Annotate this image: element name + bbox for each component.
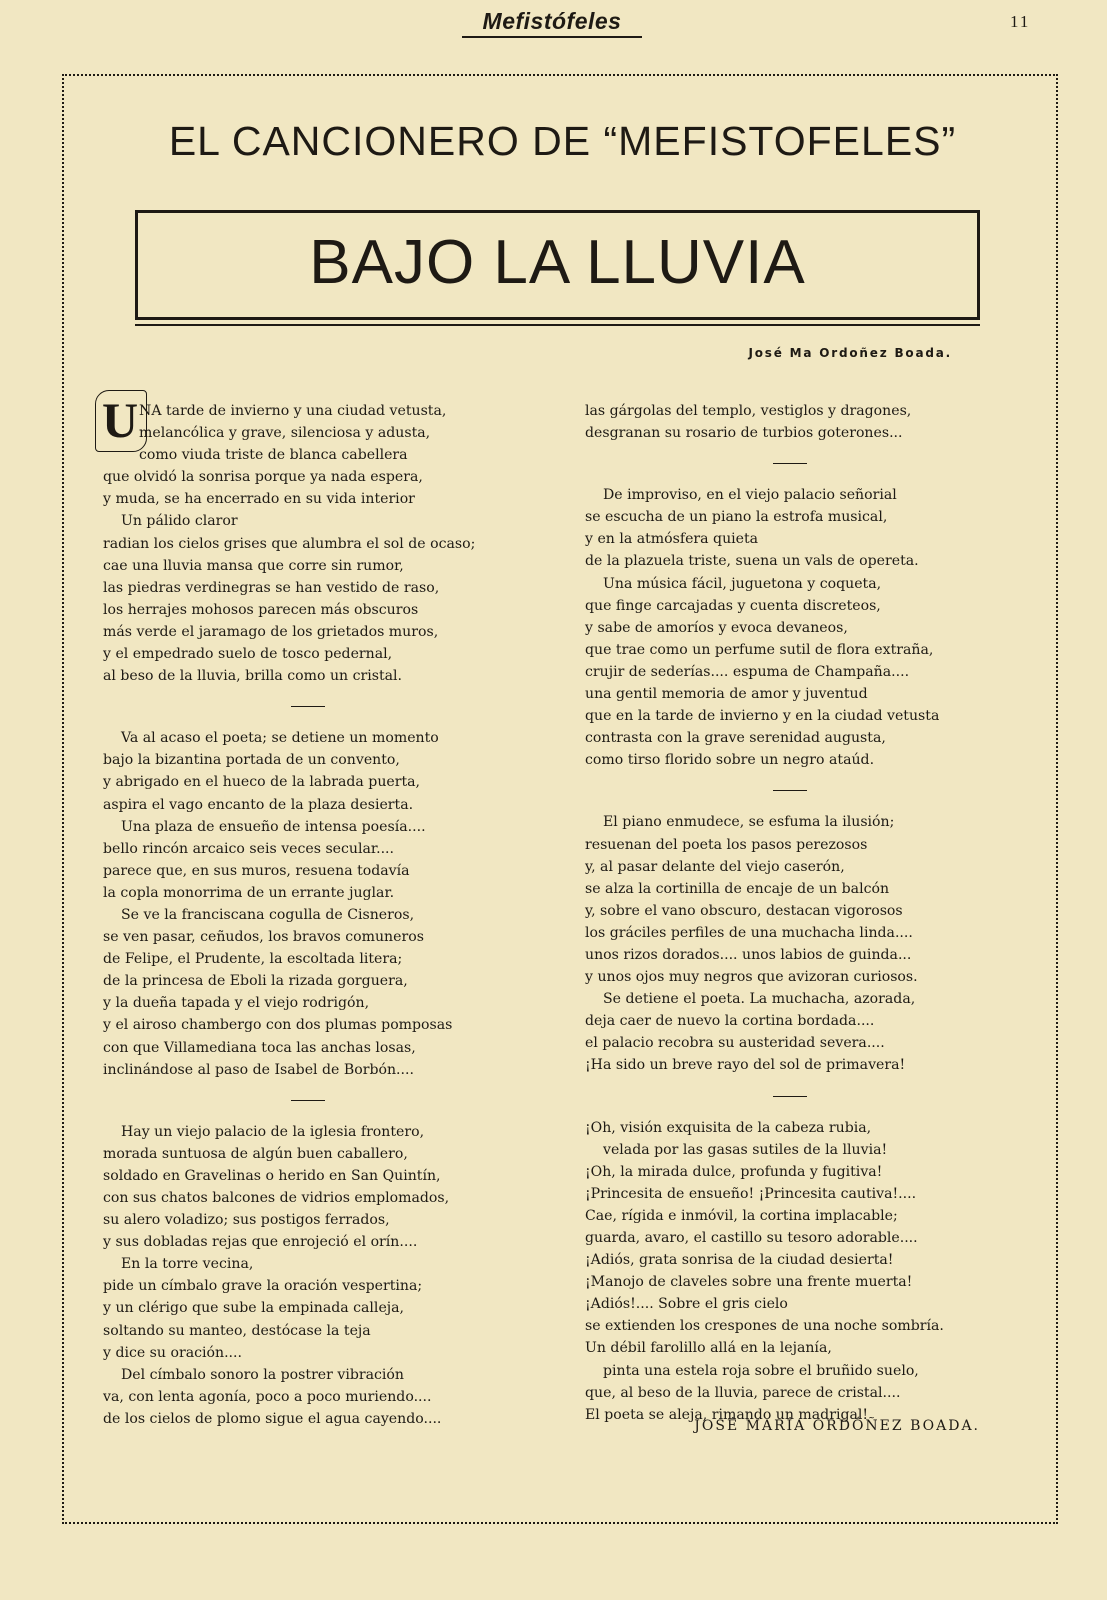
verse-line: de la plazuela triste, suena un vals de opereta. [585,553,919,570]
verse-line: con que Villamediana toca las anchas losas, [103,1039,416,1056]
verse-line: deja caer de nuevo la cortina bordada.... [585,1013,875,1030]
stanza-separator [585,771,995,811]
verse-line: las gárgolas del templo, vestiglos y dragones, [585,403,912,419]
verse-line: desgranan su rosario de turbios goterones... [585,425,903,442]
verse-line: bello rincón arcaico seis veces secular.... [103,840,395,857]
verse-line: una gentil memoria de amor y juventud [585,686,868,703]
stanza-separator [585,444,995,484]
verse-line: morada suntuosa de algún buen caballero, [103,1145,408,1162]
verse-line: y un clérigo que sube la empinada calleja, [103,1300,405,1317]
title-box [135,210,980,320]
verse-line: se escucha de un piano la estrofa musical, [585,509,888,526]
verse-line: pide un címbalo grave la oración vespertina; [103,1278,423,1295]
verse-line: como viuda triste de blanca cabellera [139,447,408,464]
verse-line: Un pálido claror [121,513,238,530]
verse-line: y unos ojos muy negros que avizoran curiosos. [585,969,918,986]
verse-line: ¡Adiós, grata sonrisa de la ciudad desierta! [585,1252,894,1269]
verse-line: y, al pasar delante del viejo caserón, [585,858,845,875]
verse-line: que trae como un perfume sutil de flora extraña, [585,641,934,658]
left-column [101,392,513,1430]
verse-line: Del címbalo sonoro la postrer vibración [121,1366,404,1383]
verse-line: su alero voladizo; sus postigos ferrados, [103,1212,390,1229]
verse-line: soltando su manteo, destócase la teja [103,1322,371,1339]
verse-line: y sabe de amoríos y evoca devaneos, [585,619,848,636]
verse-line: el palacio recobra su austeridad severa.... [585,1035,885,1052]
verse-line: ¡Oh, la mirada dulce, profunda y fugitiva! [585,1163,883,1180]
verse-line: Se ve la franciscana cogulla de Cisneros, [121,906,415,923]
verse-line: como tirso florido sobre un negro ataúd. [585,752,875,769]
dropcap: U [101,392,139,448]
verse-line: y, sobre el vano obscuro, destacan vigorosos [585,902,903,919]
stanza-separator [585,1077,995,1117]
verse-line: resuenan del poeta los pasos perezosos [585,836,868,853]
verse-line: Un débil farolillo allá en la lejanía, [585,1340,832,1357]
verse-line: bajo la bizantina portada de un convento, [103,752,400,769]
poem-title: BAJO LA LLUVIA [309,228,806,297]
verse-line: melancólica y grave, silenciosa y adusta, [139,425,431,442]
verse-line: la copla monorrima de un errante juglar. [103,884,395,901]
verse-line: radian los cielos grises que alumbra el sol de ocaso; [103,535,476,552]
verse-line: velada por las gasas sutiles de la lluvia! [603,1141,888,1158]
verse-line: inclinándose al paso de Isabel de Borbón.... [103,1061,414,1078]
verse-line: y dice su oración.... [103,1344,242,1361]
verse-line: que en la tarde de invierno y en la ciudad vetusta [585,708,940,725]
verse-line: guarda, avaro, el castillo su tesoro adorable.... [585,1230,918,1246]
verse-line: de los cielos de plomo sigue el agua cayendo.... [103,1410,442,1427]
verse-line: y abrigado en el hueco de la labrada puerta, [103,774,421,791]
verse-line: Cae, rígida e inmóvil, la cortina implacable; [585,1207,898,1224]
verse-line: se extienden los crespones de una noche sombría. [585,1318,944,1335]
verse-line: Hay un viejo palacio de la iglesia frontero, [121,1123,425,1140]
verse-line: y el empedrado suelo de tosco pedernal, [103,646,393,663]
verse-line: se alza la cortinilla de encaje de un balcón [585,880,890,897]
stanza-separator [103,1081,513,1121]
page-header [0,8,1107,42]
verse-line: pinta una estela roja sobre el bruñido suelo, [603,1362,919,1379]
verse-line: aspira el vago encanto de la plaza desierta. [103,796,414,813]
verse-line: se ven pasar, ceñudos, los bravos comuneros [103,929,424,946]
verse-line: que olvidó la sonrisa porque ya nada espera, [103,469,423,486]
verse-line: soldado en Gravelinas o herido en San Quintín, [103,1167,441,1184]
verse-line: y sus dobladas rejas que enrojeció el orín.... [103,1234,418,1251]
verse-line: crujir de sederías.... espuma de Champaña.... [585,663,910,680]
verse-line: ¡Ha sido un breve rayo del sol de primavera! [585,1057,906,1074]
verse-line: ¡Manojo de claveles sobre una frente muerta! [585,1274,913,1291]
verse-line: de Felipe, el Prudente, la escoltada litera; [103,951,403,968]
verse-line: Va al acaso el poeta; se detiene un momento [121,730,439,747]
verse-line: Una plaza de ensueño de intensa poesía.... [121,818,426,835]
masthead: Mefistófeles [462,8,642,38]
verse-line: y en la atmósfera quieta [585,531,759,548]
right-column [585,400,995,1426]
byline: José Ma Ordoñez Boada. [748,346,952,360]
verse-line: las piedras verdinegras se han vestido de raso, [103,579,440,596]
verse-line: que, al beso de la lluvia, parece de cristal.... [585,1384,901,1401]
verse-line: contrasta con la grave serenidad augusta, [585,730,886,747]
verse-line: más verde el jaramago de los grietados muros, [103,623,439,640]
verse-line: El poeta se aleja, rimando un madrigal! [585,1406,869,1423]
verse-line: cae una lluvia mansa que corre sin rumor, [103,557,404,574]
verse-line: que finge carcajadas y cuenta discreteos, [585,597,881,614]
verse-line: los gráciles perfiles de una muchacha linda.... [585,924,913,941]
stanza-separator [103,687,513,727]
signature: JOSÉ MARÍA ORDÓÑEZ BOADA. [694,1418,980,1434]
section-title: EL CANCIONERO DE “MEFISTOFELES” [168,118,957,164]
verse-line: Una música fácil, juguetona y coqueta, [603,575,882,592]
verse-line: y muda, se ha encerrado en su vida interior [103,491,415,508]
verse-line: En la torre vecina, [121,1256,254,1273]
verse-line: con sus chatos balcones de vidrios emplomados, [103,1190,450,1206]
verse-line: De improviso, en el viejo palacio señorial [603,487,897,504]
verse-line: los herrajes mohosos parecen más obscuros [103,601,419,618]
verse-line: El piano enmudece, se esfuma la ilusión; [603,814,895,831]
verse-line: va, con lenta agonía, poco a poco muriendo.... [103,1388,432,1405]
page-number: 11 [1010,12,1031,31]
verse-line: de la princesa de Eboli la rizada gorguera, [103,973,408,990]
verse-line: y el airoso chambergo con dos plumas pomposas [103,1017,453,1034]
verse-line: al beso de la lluvia, brilla como un cristal. [103,668,403,685]
verse-line: Se detiene el poeta. La muchacha, azorada, [603,991,916,1008]
verse-line: ¡Princesita de ensueño! ¡Princesita cautiva!.... [585,1185,917,1202]
verse-line: unos rizos dorados.... unos labios de guinda... [585,946,912,963]
verse-line: y la dueña tapada y el viejo rodrigón, [103,995,370,1012]
verse-line: ¡Oh, visión exquisita de la cabeza rubia, [585,1119,872,1136]
verse-line: NA tarde de invierno y una ciudad vetusta, [139,403,447,419]
verse-line: parece que, en sus muros, resuena todavía [103,862,410,879]
verse-line: ¡Adiós!.... Sobre el gris cielo [585,1296,788,1313]
